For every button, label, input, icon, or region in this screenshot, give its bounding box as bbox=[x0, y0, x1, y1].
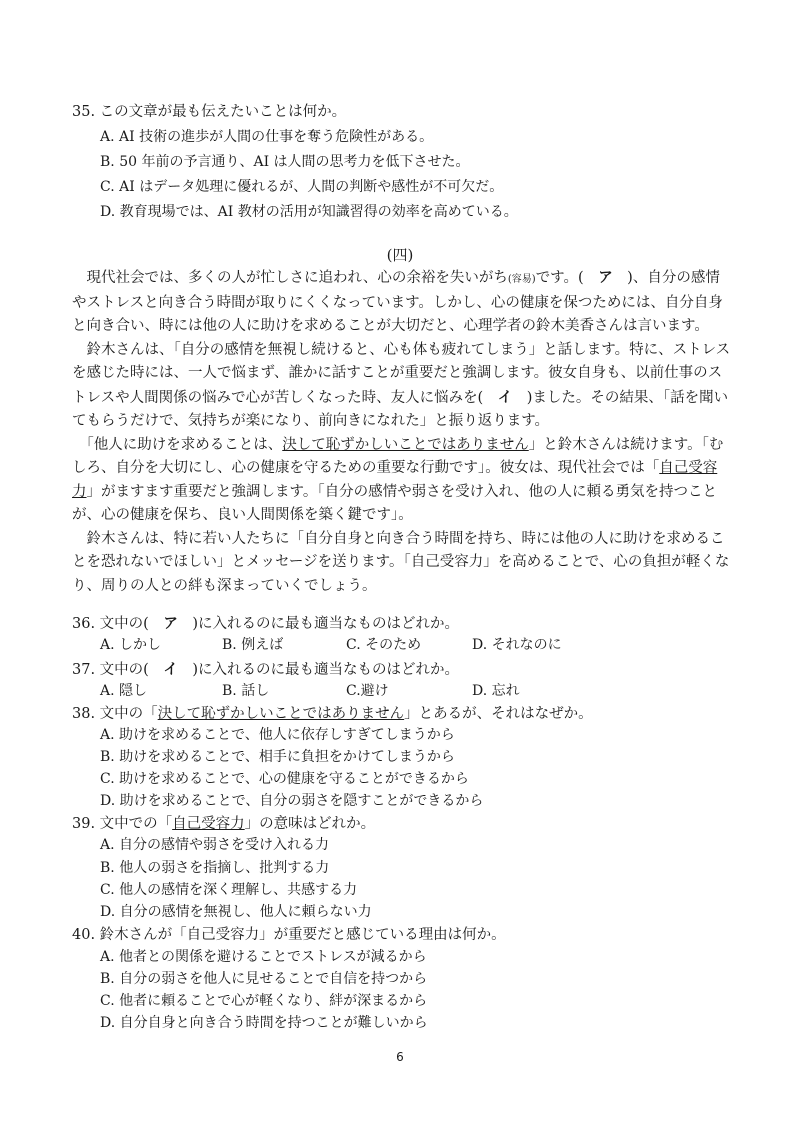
q39-option-c: C. 他人の感情を深く理解し、共感する力 bbox=[100, 882, 358, 898]
q35-option-c: C. AI はデータ処理に優れるが、人間の判断や感性が不可欠だ。 bbox=[100, 179, 504, 195]
passage-paragraph-4: 鈴木さんは、特に若い人たちに「自分自身と向き合う時間を持ち、時には他の人に助けを求めることを恐れないでほしい」とメッセージを送ります。「自己受容力」を高めることで、心の負担が軽くなり、周りの人との絆も深まっていくでしょう。 bbox=[72, 530, 730, 594]
q36-option-a: A. しかし bbox=[100, 637, 162, 653]
q37-option-c: C.避け bbox=[346, 683, 389, 699]
q36-stem: 36. 文中の( ア )に入れるのに最も適当なものはどれか。 bbox=[72, 615, 459, 632]
q35-stem: 35. この文章が最も伝えたいことは何か。 bbox=[72, 104, 347, 120]
q40-option-a: A. 他者との関係を避けることでストレスが減るから bbox=[100, 949, 427, 965]
q38-option-c: C. 助けを求めることで、心の健康を守ることができるから bbox=[100, 771, 469, 787]
passage-paragraph-2: 鈴木さんは、「自分の感情を無視し続けると、心も体も疲れてしまう」と話します。特に、ストレスを感じた時には、一人で悩まず、誰かに話すことが重要だと強調します。彼女自身も、以前仕事のストレスや人間関係の悩みで心が苦しくなった時、友人に悩みを( イ )ました。その結果、「話を聞いてもらうだけで、気持ちが楽になり、前向きになれた」と振り返ります。 bbox=[72, 341, 731, 429]
q38-option-b: B. 助けを求めることで、相手に負担をかけてしまうから bbox=[100, 749, 455, 765]
q35-option-d: D. 教育現場では、AI 教材の活用が知識習得の効率を高めている。 bbox=[100, 204, 518, 220]
q35-option-a: A. AI 技術の進歩が人間の仕事を奪う危険性がある。 bbox=[100, 129, 434, 145]
underlined-term: 自己受容力 bbox=[72, 460, 718, 500]
passage-paragraph-3: 「他人に助けを求めることは、決して恥ずかしいことではありません」と鈴木さんは続けます。「むしろ、自分を大切にし、心の健康を守るための重要な行動です」。彼女は、現代社会では「自己受容力」がますます重要だと強調します。「自分の感情や弱さを受け入れ、他の人に頼る勇気を持つことが、心の健康を保ち、良い人間関係を築く鍵です」。 bbox=[72, 436, 724, 523]
q40-option-b: B. 自分の弱さを他人に見せることで自信を持つから bbox=[100, 971, 428, 987]
q39-option-b: B. 他人の弱さを指摘し、批判する力 bbox=[100, 860, 330, 876]
q36-option-c: C. そのため bbox=[346, 637, 422, 653]
passage-paragraph-1: 現代社会では、多くの人が忙しさに追われ、心の余裕を失いがち(容易)です。( ア )、自分の感情やストレスと向き合う時間が取りにくくなっています。しかし、心の健康を保つためには、自分自身と向き合い、時には他の人に助けを求めることが大切だと、心理学者の鈴木美香さんは言います。 bbox=[72, 269, 723, 334]
q37-stem: 37. 文中の( イ )に入れるのに最も適当なものはどれか。 bbox=[72, 661, 459, 678]
q39-stem: 39. 文中での「自己受容力」の意味はどれか。 bbox=[72, 816, 376, 832]
section-heading: (四) bbox=[386, 246, 414, 264]
q37-option-d: D. 忘れ bbox=[472, 683, 520, 699]
q40-stem: 40. 鈴木さんが「自己受容力」が重要だと感じている理由は何か。 bbox=[72, 927, 506, 943]
q38-option-d: D. 助けを求めることで、自分の弱さを隠すことができるから bbox=[100, 793, 484, 809]
q40-option-d: D. 自分自身と向き合う時間を持つことが難しいから bbox=[100, 1015, 428, 1031]
q37-option-b: B. 話し bbox=[222, 683, 270, 699]
blank-a: ア bbox=[598, 269, 613, 286]
reading-gloss: (容易) bbox=[507, 274, 536, 285]
q38-option-a: A. 助けを求めることで、他人に依存しすぎてしまうから bbox=[100, 727, 455, 743]
q36-option-b: B. 例えば bbox=[222, 637, 284, 653]
underlined-phrase: 決して恥ずかしいことではありません bbox=[282, 436, 529, 453]
blank-i: イ bbox=[497, 388, 513, 406]
q36-option-d: D. それなのに bbox=[472, 637, 562, 653]
q38-stem: 38. 文中の「決して恥ずかしいことではありません」とあるが、それはなぜか。 bbox=[72, 706, 593, 722]
page-number: 6 bbox=[396, 1050, 404, 1064]
q35-option-b: B. 50 年前の予言通り、AI は人間の思考力を低下させた。 bbox=[100, 154, 470, 170]
q39-option-d: D. 自分の感情を無視し、他人に頼らない力 bbox=[100, 904, 372, 920]
reading-passage bbox=[72, 266, 732, 598]
q39-option-a: A. 自分の感情や弱さを受け入れる力 bbox=[100, 837, 330, 853]
q40-option-c: C. 他者に頼ることで心が軽くなり、絆が深まるから bbox=[100, 993, 428, 1009]
q37-option-a: A. 隠し bbox=[100, 683, 148, 699]
